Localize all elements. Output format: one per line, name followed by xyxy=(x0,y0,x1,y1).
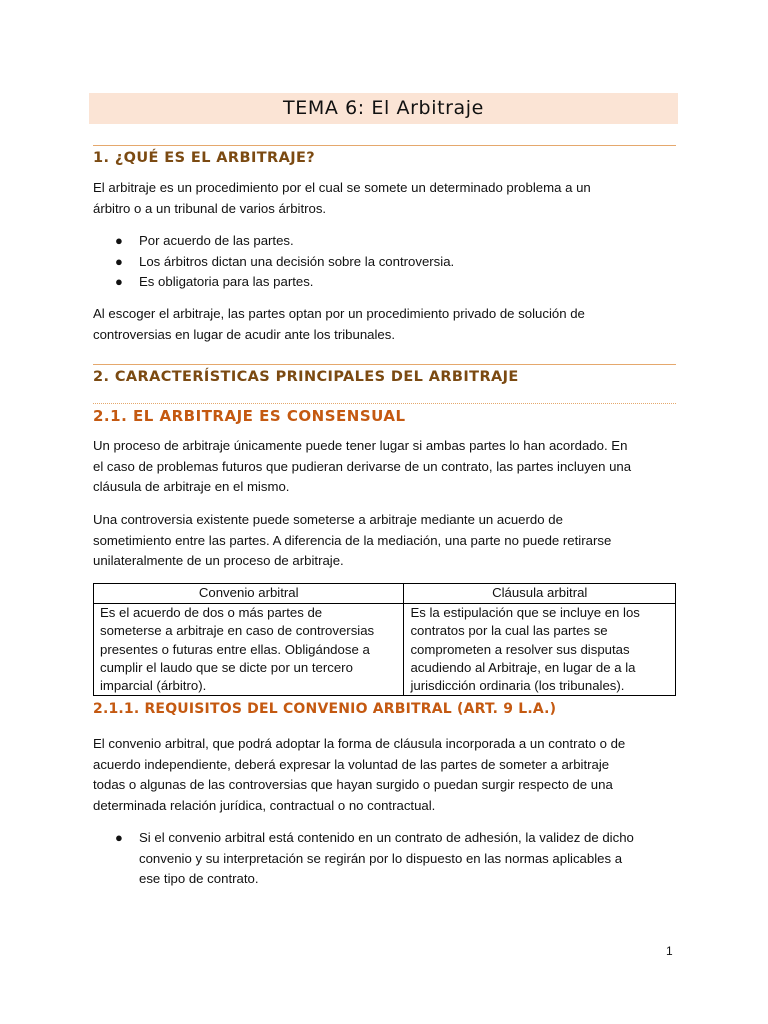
section-rule xyxy=(93,145,676,146)
section-2-heading: 2. CARACTERÍSTICAS PRINCIPALES DEL ARBITRAJE xyxy=(93,369,519,385)
subsection-2-1-1-para xyxy=(93,734,678,816)
subsection-rule xyxy=(93,403,676,404)
bullet-icon: ● xyxy=(115,233,123,248)
table-header-row xyxy=(94,584,676,604)
text-line: Una controversia existente puede someterse a arbitraje mediante un acuerdo de xyxy=(93,512,563,527)
bullet-icon: ● xyxy=(115,253,123,269)
subsection-2-1-1-heading: 2.1.1. REQUISITOS DEL CONVENIO ARBITRAL (ART. 9 L.A.) xyxy=(93,701,557,717)
comparison-table xyxy=(93,583,676,696)
table-header-cell: Convenio arbitral xyxy=(94,584,404,604)
subsection-2-1-para-1 xyxy=(93,436,678,498)
text-line: cláusula de arbitraje en el mismo. xyxy=(93,479,290,494)
text-line: convenio y su interpretación se regirán por lo dispuesto en las normas aplicables a xyxy=(139,850,623,866)
text-line: Un proceso de arbitraje únicamente puede tener lugar si ambas partes lo han acordado. En xyxy=(93,438,628,453)
section-1-heading: 1. ¿QUÉ ES EL ARBITRAJE? xyxy=(93,150,316,166)
table-row xyxy=(94,604,676,696)
text-line: determinada relación jurídica, contractual o no contractual. xyxy=(93,797,436,813)
list-item xyxy=(93,828,678,890)
table-cell: Es la estipulación que se incluye en los contratos por la cual las partes se comprometen a resolver sus disputas acudiendo al Arbitraje, en lugar de a la jurisdicción ordinaria (los tribunales). xyxy=(404,604,676,696)
text-line: árbitro o a un tribunal de varios árbitros. xyxy=(93,200,327,216)
text-line: El convenio arbitral, que podrá adoptar la forma de cláusula incorporada a un contrato o de xyxy=(93,736,626,751)
subsection-2-1-heading: 2.1. EL ARBITRAJE ES CONSENSUAL xyxy=(93,407,406,425)
text-line: controversias en lugar de acudir ante los tribunales. xyxy=(93,326,396,342)
text-line: El arbitraje es un procedimiento por el cual se somete un determinado problema a un xyxy=(93,180,591,195)
text-line: acuerdo independiente, deberá expresar la voluntad de las partes de someter a arbitraje xyxy=(93,756,610,772)
table-header-cell: Cláusula arbitral xyxy=(404,584,676,604)
bullet-icon: ● xyxy=(115,274,123,289)
section-1-bullet-list xyxy=(93,231,678,293)
section-rule xyxy=(93,364,676,365)
text-line: Al escoger el arbitraje, las partes optan por un procedimiento privado de solución de xyxy=(93,306,585,321)
subsection-2-1-1-bullet-list xyxy=(93,828,678,890)
section-1-closing xyxy=(93,304,678,345)
list-item: ● Es obligatoria para las partes. xyxy=(93,272,678,293)
text-line: todas o algunas de las controversias que hayan surgido o puedan surgir respecto de una xyxy=(93,777,613,792)
text-line: unilateralmente de un proceso de arbitraje. xyxy=(93,553,344,568)
text-line: ese tipo de contrato. xyxy=(139,871,259,886)
table-cell: Es el acuerdo de dos o más partes de someterse a arbitraje en caso de controversias presentes o futuras entre ellas. Obligándose a cumplir el laudo que se dicte por un tercero imparcial (árbitro). xyxy=(94,604,404,696)
subsection-2-1-para-2 xyxy=(93,510,678,572)
list-item: ● Los árbitros dictan una decisión sobre la controversia. xyxy=(93,252,678,273)
section-1-intro xyxy=(93,178,678,219)
text-line: Si el convenio arbitral está contenido en un contrato de adhesión, la validez de dicho xyxy=(139,830,634,845)
document-title: TEMA 6: El Arbitraje xyxy=(89,93,678,124)
text-line: el caso de problemas futuros que pudieran derivarse de un contrato, las partes incluyen una xyxy=(93,458,632,474)
text-line: sometimiento entre las partes. A diferencia de la mediación, una parte no puede retirarse xyxy=(93,532,612,548)
list-item: ● Por acuerdo de las partes. xyxy=(93,231,678,252)
bullet-icon: ● xyxy=(115,830,123,845)
page-number: 1 xyxy=(666,944,673,958)
